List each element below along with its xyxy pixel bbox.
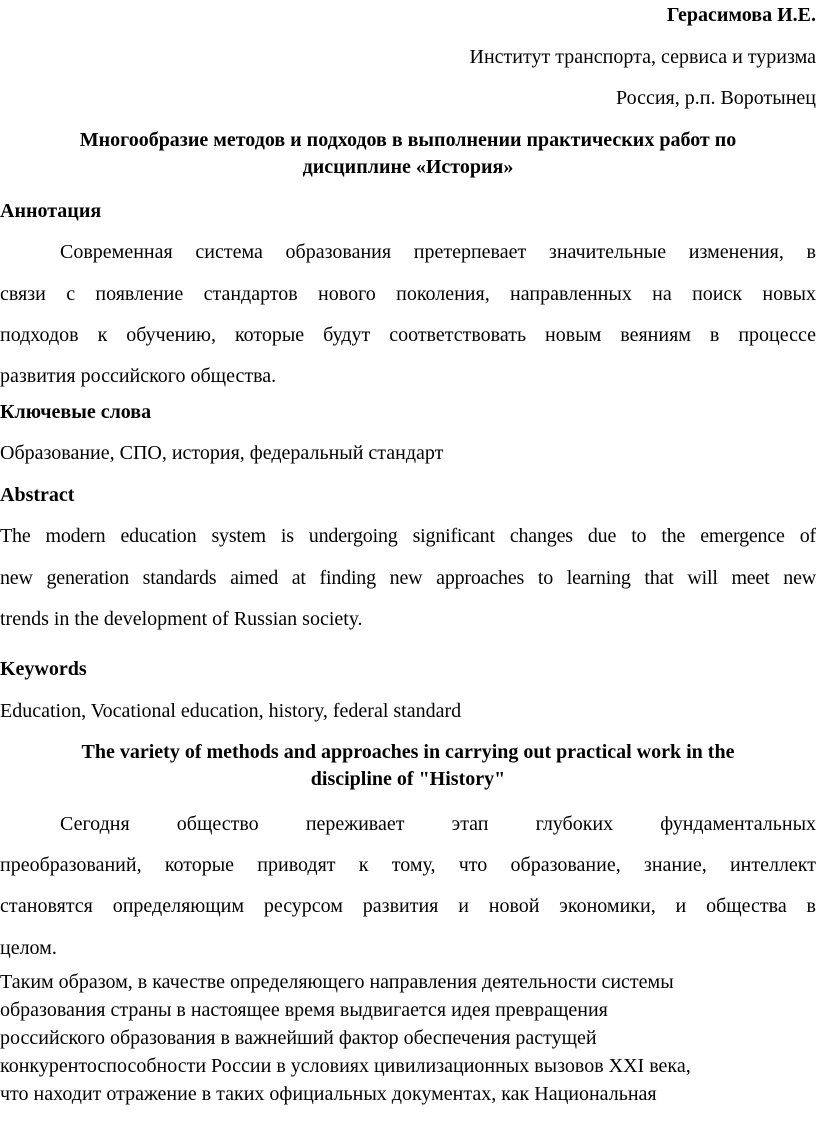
keywords-ru-text: Образование, СПО, история, федеральный стандарт — [0, 442, 444, 464]
abstract-heading: Abstract — [0, 484, 75, 506]
body-para1-line: становятся определяющим ресурсом развития и новой экономики, и общества в — [0, 895, 816, 917]
body-para2-line: российского образования в важнейший фактор обеспечения растущей — [0, 1027, 597, 1049]
abstract-line: The modern education system is undergoing significant changes due to the emergence of — [0, 525, 816, 547]
title-en-line1: The variety of methods and approaches in carrying out practical work in the — [81, 741, 735, 763]
keywords-en-heading: Keywords — [0, 658, 87, 680]
keywords-ru-heading: Ключевые слова — [0, 401, 152, 423]
keywords-en-text: Education, Vocational education, history, federal standard — [0, 700, 462, 722]
body-para1-line: преобразований, которые приводят к тому, что образование, знание, интеллект — [0, 854, 816, 876]
title-ru-line1: Многообразие методов и подходов в выполнении практических работ по — [79, 129, 737, 151]
institute-name: Институт транспорта, сервиса и туризма — [469, 46, 816, 68]
body-para1-line: целом. — [0, 937, 57, 959]
title-ru-line2: дисциплине «История» — [302, 156, 514, 178]
author-name: Герасимова И.Е. — [666, 4, 816, 26]
annotation-line: подходов к обучению, которые будут соответствовать новым веяниям в процессе — [0, 324, 816, 346]
abstract-line: trends in the development of Russian society. — [0, 608, 363, 630]
annotation-line: Современная система образования претерпевает значительные изменения, в — [60, 241, 816, 263]
annotation-line: развития российского общества. — [0, 365, 277, 387]
title-en-line2: discipline of "History" — [310, 768, 506, 790]
body-para2-line: конкурентоспособности России в условиях цивилизационных вызовов XXI века, — [0, 1055, 691, 1077]
annotation-line: связи с появление стандартов нового поколения, направленных на поиск новых — [0, 283, 816, 305]
body-para2-line: что находит отражение в таких официальных документах, как Национальная — [0, 1083, 657, 1105]
location: Россия, р.п. Воротынец — [615, 87, 816, 109]
body-para2-line: образования страны в настоящее время выдвигается идея превращения — [0, 999, 608, 1021]
abstract-line: new generation standards aimed at finding new approaches to learning that will meet new — [0, 567, 816, 589]
body-para1-line: Сегодня общество переживает этап глубоких фундаментальных — [60, 813, 816, 835]
body-para2-line: Таким образом, в качестве определяющего направления деятельности системы — [0, 971, 674, 993]
annotation-heading: Аннотация — [0, 200, 102, 222]
